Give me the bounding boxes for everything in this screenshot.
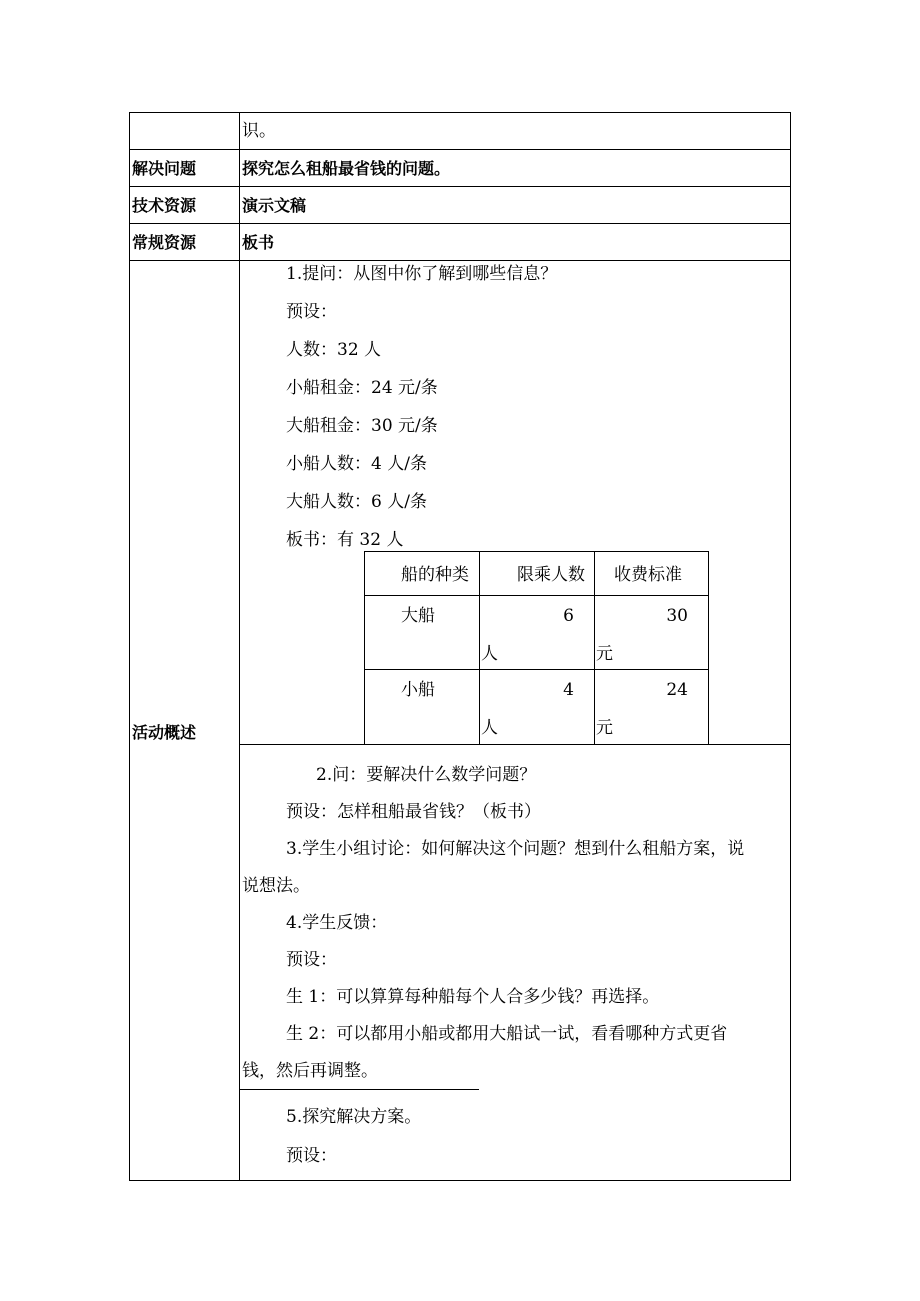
- activity-label: 活动概述: [132, 723, 197, 742]
- boat-type: 大船: [401, 606, 435, 626]
- boat-fee-unit: 元: [596, 718, 613, 738]
- problem-value: 探究怎么租船最省钱的问题。: [242, 159, 451, 178]
- boat-table-border: [364, 669, 709, 670]
- activity-question-2: 2.问：要解决什么数学问题？: [316, 765, 537, 785]
- boat-type: 小船: [401, 680, 435, 700]
- continued-text: 识。: [242, 121, 276, 141]
- boat-fee-number: 24: [666, 680, 688, 700]
- boat-table-border: [364, 551, 709, 552]
- tech-label: 技术资源: [132, 196, 197, 215]
- activity-question-5: 5.探究解决方案。: [286, 1107, 422, 1127]
- activity-line: 板书：有 32 人: [286, 530, 404, 550]
- boat-capacity-unit: 人: [481, 718, 498, 738]
- table-border-right: [790, 112, 791, 1181]
- table-border-top: [129, 112, 791, 113]
- activity-line: 生 2：可以都用小船或都用大船试一试，看看哪种方式更省: [286, 1024, 728, 1044]
- activity-line: 说想法。: [242, 876, 310, 896]
- problem-label: 解决问题: [132, 159, 197, 178]
- column-divider: [239, 112, 240, 1181]
- activity-line: 钱，然后再调整。: [242, 1061, 378, 1081]
- row-divider: [129, 223, 791, 224]
- boat-capacity-number: 6: [563, 606, 574, 626]
- activity-line: 预设：: [286, 950, 337, 970]
- activity-line: 大船租金：30 元/条: [286, 416, 438, 436]
- regular-label: 常规资源: [132, 233, 197, 252]
- boat-header-fee: 收费标准: [614, 565, 682, 585]
- table-border-bottom: [129, 1180, 791, 1181]
- boat-table-border: [479, 551, 480, 744]
- row-divider: [129, 260, 791, 261]
- boat-capacity-unit: 人: [481, 644, 498, 664]
- tech-value: 演示文稿: [242, 196, 307, 215]
- activity-line: 预设：怎样租船最省钱？（板书）: [286, 802, 541, 822]
- activity-question-3: 3.学生小组讨论：如何解决这个问题？想到什么租船方案，说: [286, 839, 745, 859]
- activity-line: 人数：32 人: [286, 340, 382, 360]
- boat-table-border: [594, 551, 595, 744]
- activity-line: 小船租金：24 元/条: [286, 378, 438, 398]
- activity-line: 小船人数：4 人/条: [286, 454, 427, 474]
- activity-line: 预设：: [286, 1146, 337, 1166]
- boat-table-border: [364, 595, 709, 596]
- row-divider: [129, 186, 791, 187]
- boat-fee-unit: 元: [596, 644, 613, 664]
- table-border-left: [129, 112, 130, 1181]
- boat-table-border: [364, 551, 365, 744]
- activity-line: 预设：: [286, 302, 337, 322]
- activity-question-1: 1.提问：从图中你了解到哪些信息？: [286, 264, 558, 284]
- activity-question-4: 4.学生反馈：: [286, 913, 388, 933]
- boat-fee-number: 30: [666, 606, 688, 626]
- activity-line: 生 1：可以算算每种船每个人合多少钱？再选择。: [286, 987, 660, 1007]
- boat-table-border: [708, 551, 709, 744]
- boat-header-capacity: 限乘人数: [517, 565, 585, 585]
- short-divider: [239, 1089, 479, 1090]
- boat-header-type: 船的种类: [401, 565, 469, 585]
- activity-divider: [239, 744, 791, 745]
- row-divider: [129, 149, 791, 150]
- boat-capacity-number: 4: [563, 680, 574, 700]
- activity-line: 大船人数：6 人/条: [286, 492, 427, 512]
- regular-value: 板书: [242, 233, 275, 252]
